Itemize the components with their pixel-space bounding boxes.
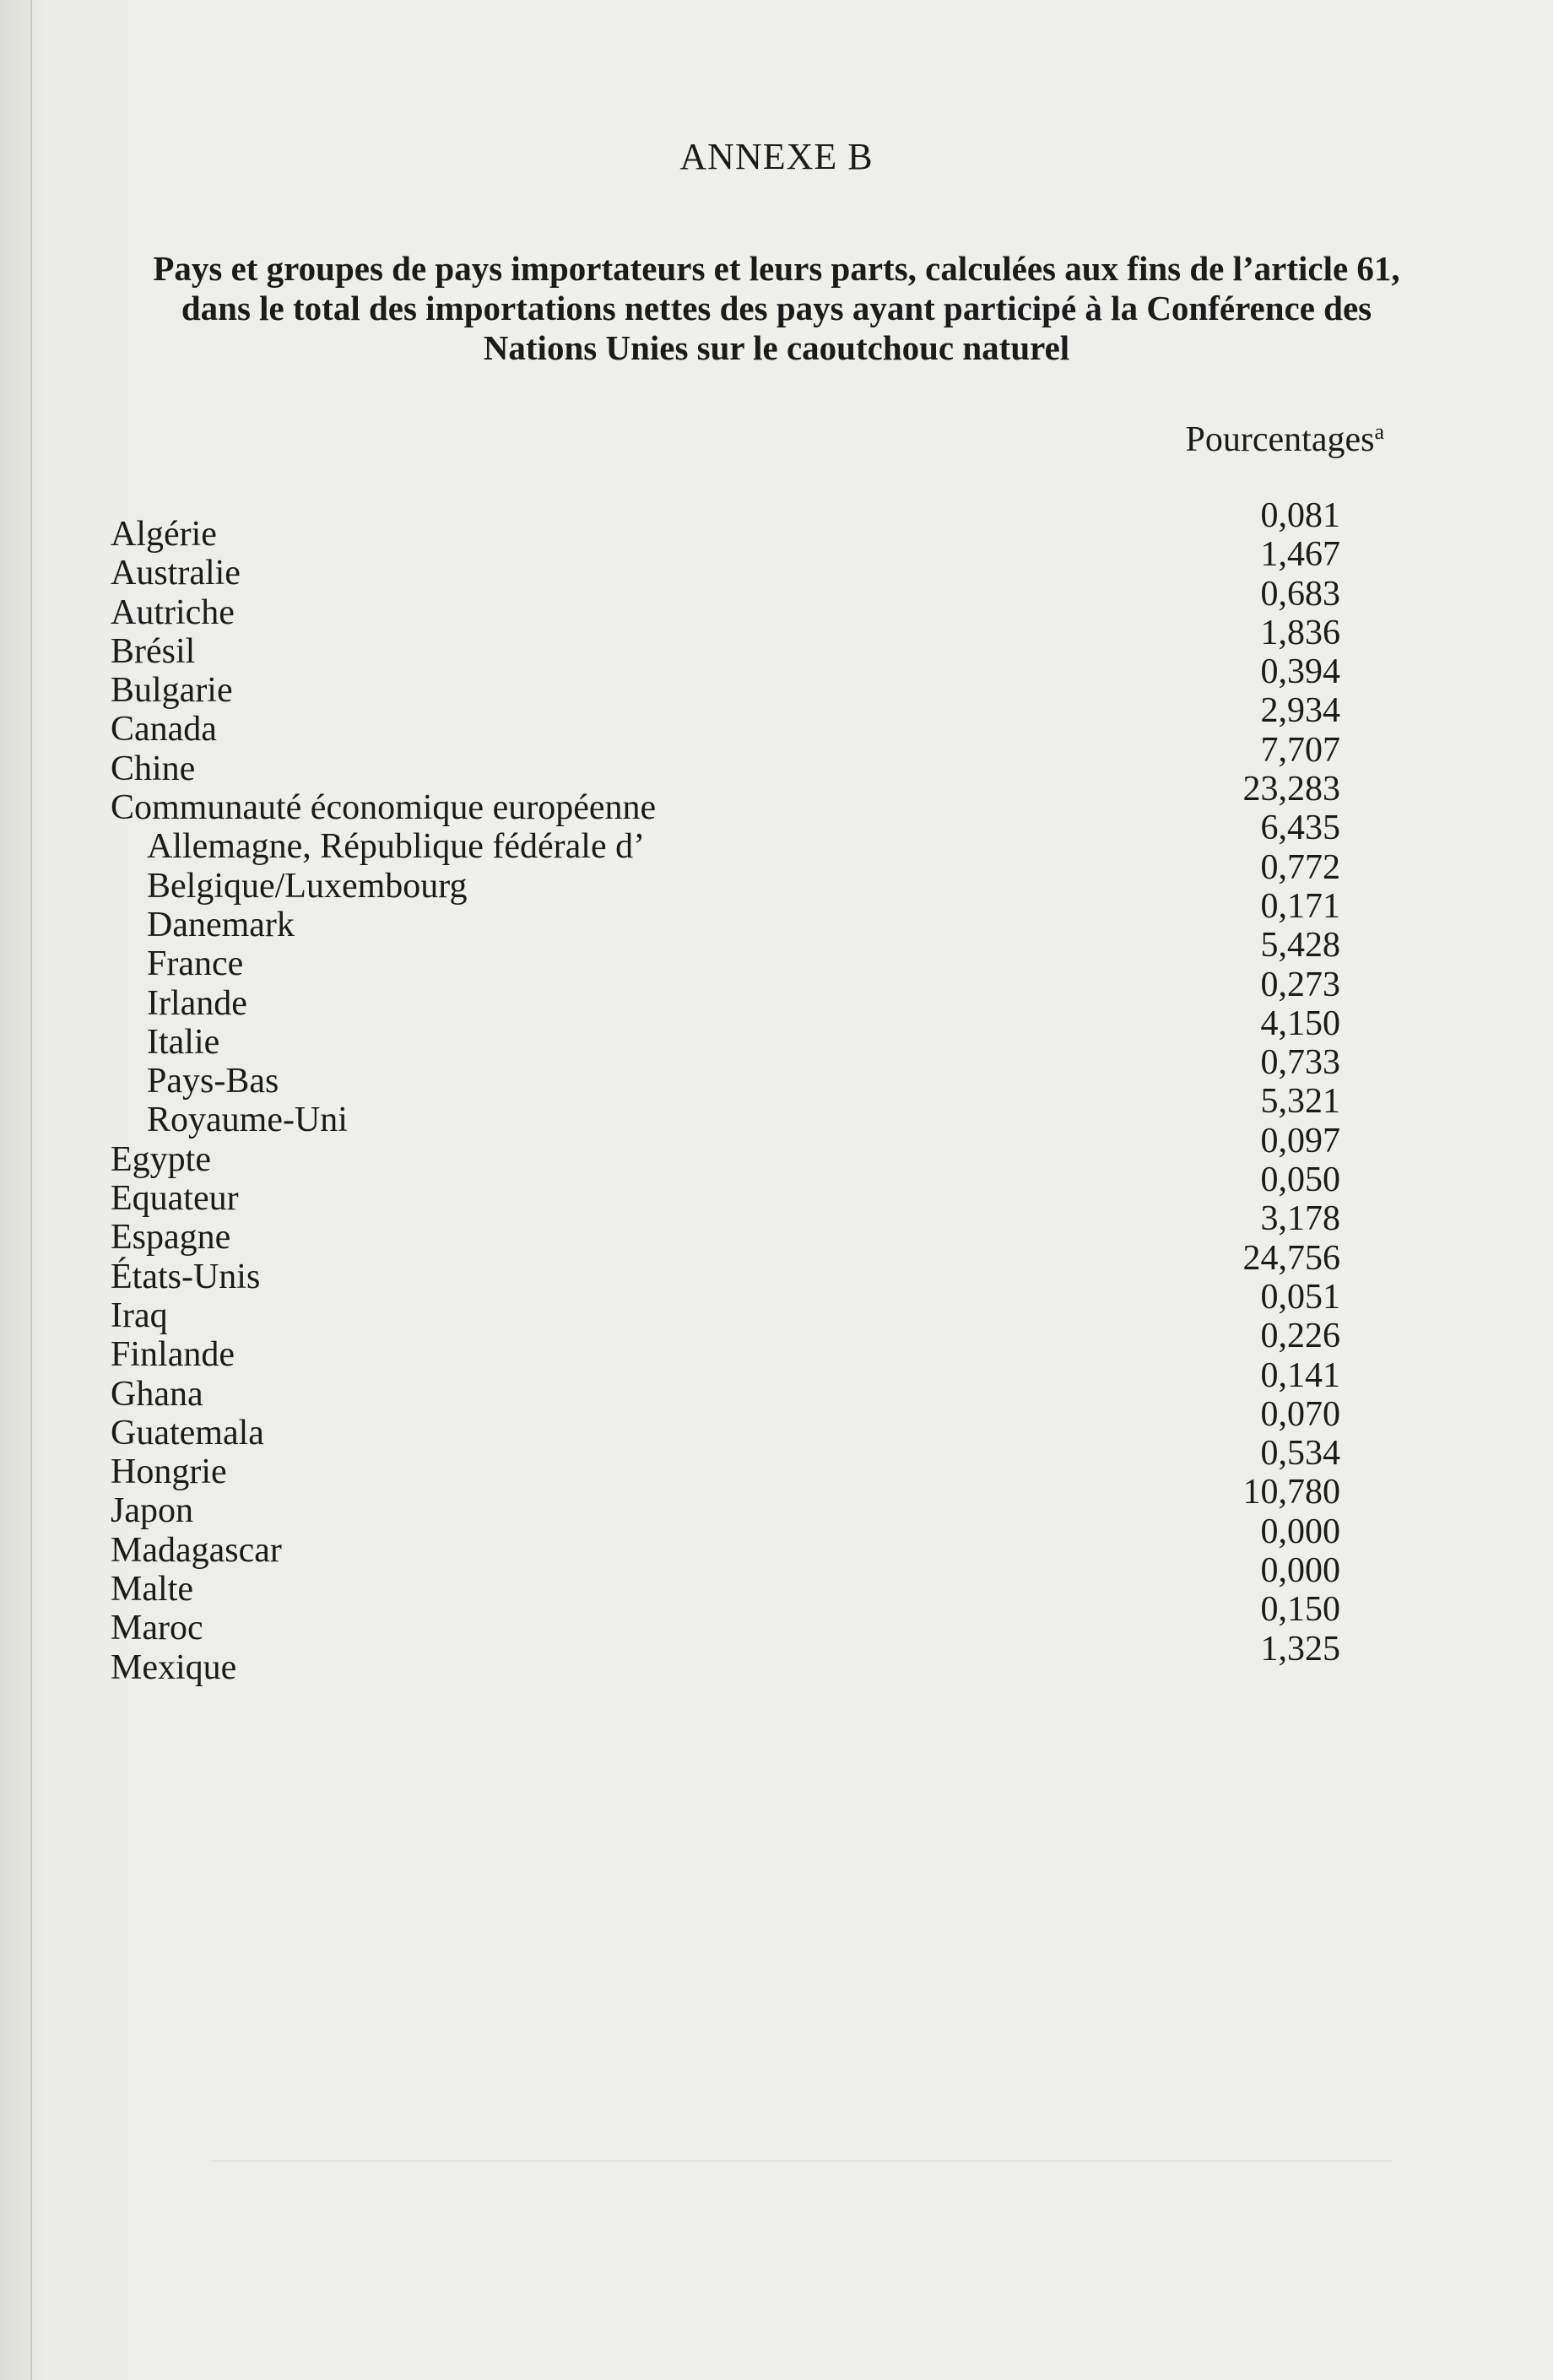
country-name: Ghana [111,1374,203,1414]
country-name: Brésil [111,631,196,671]
percentage-value: 10,780 [1242,1473,1340,1512]
percentage-value: 0,171 [1260,886,1340,926]
percentage-value: 23,283 [1242,770,1340,809]
country-name: Danemark [147,905,295,944]
percentage-value: 0,051 [1260,1277,1340,1317]
percentage-value: 0,000 [1260,1512,1340,1551]
country-name: Equateur [111,1179,239,1219]
country-name: France [147,944,244,984]
country-name: Irlande [147,983,247,1023]
percentage-list [1243,496,1341,1669]
country-name: Guatemala [111,1413,264,1452]
country-name: Finlande [111,1335,235,1375]
country-list [111,515,656,1687]
percentage-value: 0,534 [1260,1434,1340,1474]
country-name: Communauté économique européenne [111,788,657,828]
percentage-value: 0,683 [1260,574,1340,614]
country-name: Italie [147,1022,220,1062]
country-name: Allemagne, République fédérale d’ [147,827,646,867]
percentage-value: 0,226 [1260,1317,1340,1356]
country-name: Mexique [111,1647,237,1687]
percentage-value: 5,428 [1260,926,1340,966]
table-heading: Pays et groupes de pays importateurs et leurs parts, calculées aux fins de l’article 61, dans le total des importations nettes des pays ayant participé à la Conférence des Nations Unies sur le caoutchouc naturel [153,249,1400,367]
country-name: Maroc [111,1609,203,1648]
binding-edge [30,0,32,2380]
country-name: Canada [111,710,217,749]
percentage-value: 0,070 [1260,1394,1340,1434]
percentage-value: 0,394 [1260,652,1340,692]
percentage-value: 0,081 [1260,496,1340,535]
percentage-value: 6,435 [1260,809,1340,848]
country-name: Japon [111,1491,193,1531]
country-name: Autriche [111,592,235,632]
percentage-value: 4,150 [1260,1003,1340,1043]
percentage-value: 1,836 [1260,613,1340,652]
percentage-value: 0,273 [1260,965,1340,1004]
country-name: Chine [111,749,196,788]
country-name: Egypte [111,1139,211,1179]
percentage-value: 7,707 [1260,730,1340,770]
percentage-value: 2,934 [1260,691,1340,731]
country-name: Belgique/Luxembourg [147,866,468,906]
percentage-value: 3,178 [1260,1199,1340,1239]
country-name: Pays-Bas [147,1062,279,1101]
percentage-value: 0,733 [1260,1043,1340,1083]
country-name: Algérie [111,515,217,554]
percentage-value: 5,321 [1260,1082,1340,1122]
annex-title: ANNEXE B [679,136,874,177]
percentage-value: 0,150 [1260,1590,1340,1630]
country-name: États-Unis [111,1257,261,1296]
percentage-value: 1,467 [1260,535,1340,575]
percentage-value: 0,772 [1260,847,1340,887]
footnote-mark: a [1374,419,1384,444]
country-name: Hongrie [111,1452,227,1492]
country-name: Royaume-Uni [147,1101,348,1140]
percentage-value: 0,097 [1260,1121,1340,1160]
percentage-value: 0,050 [1260,1160,1340,1200]
country-name: Madagascar [111,1530,282,1570]
country-name: Espagne [111,1218,231,1258]
country-name: Iraq [111,1295,168,1335]
column-header-label: Pourcentages [1185,420,1375,459]
country-name: Australie [111,554,241,593]
percentage-value: 24,756 [1242,1238,1340,1278]
country-name: Malte [111,1570,193,1609]
percentage-value: 0,000 [1260,1551,1340,1591]
percentage-value: 1,325 [1260,1629,1340,1669]
country-name: Bulgarie [111,671,233,711]
percentage-value: 0,141 [1260,1355,1340,1395]
column-header [1186,419,1384,460]
